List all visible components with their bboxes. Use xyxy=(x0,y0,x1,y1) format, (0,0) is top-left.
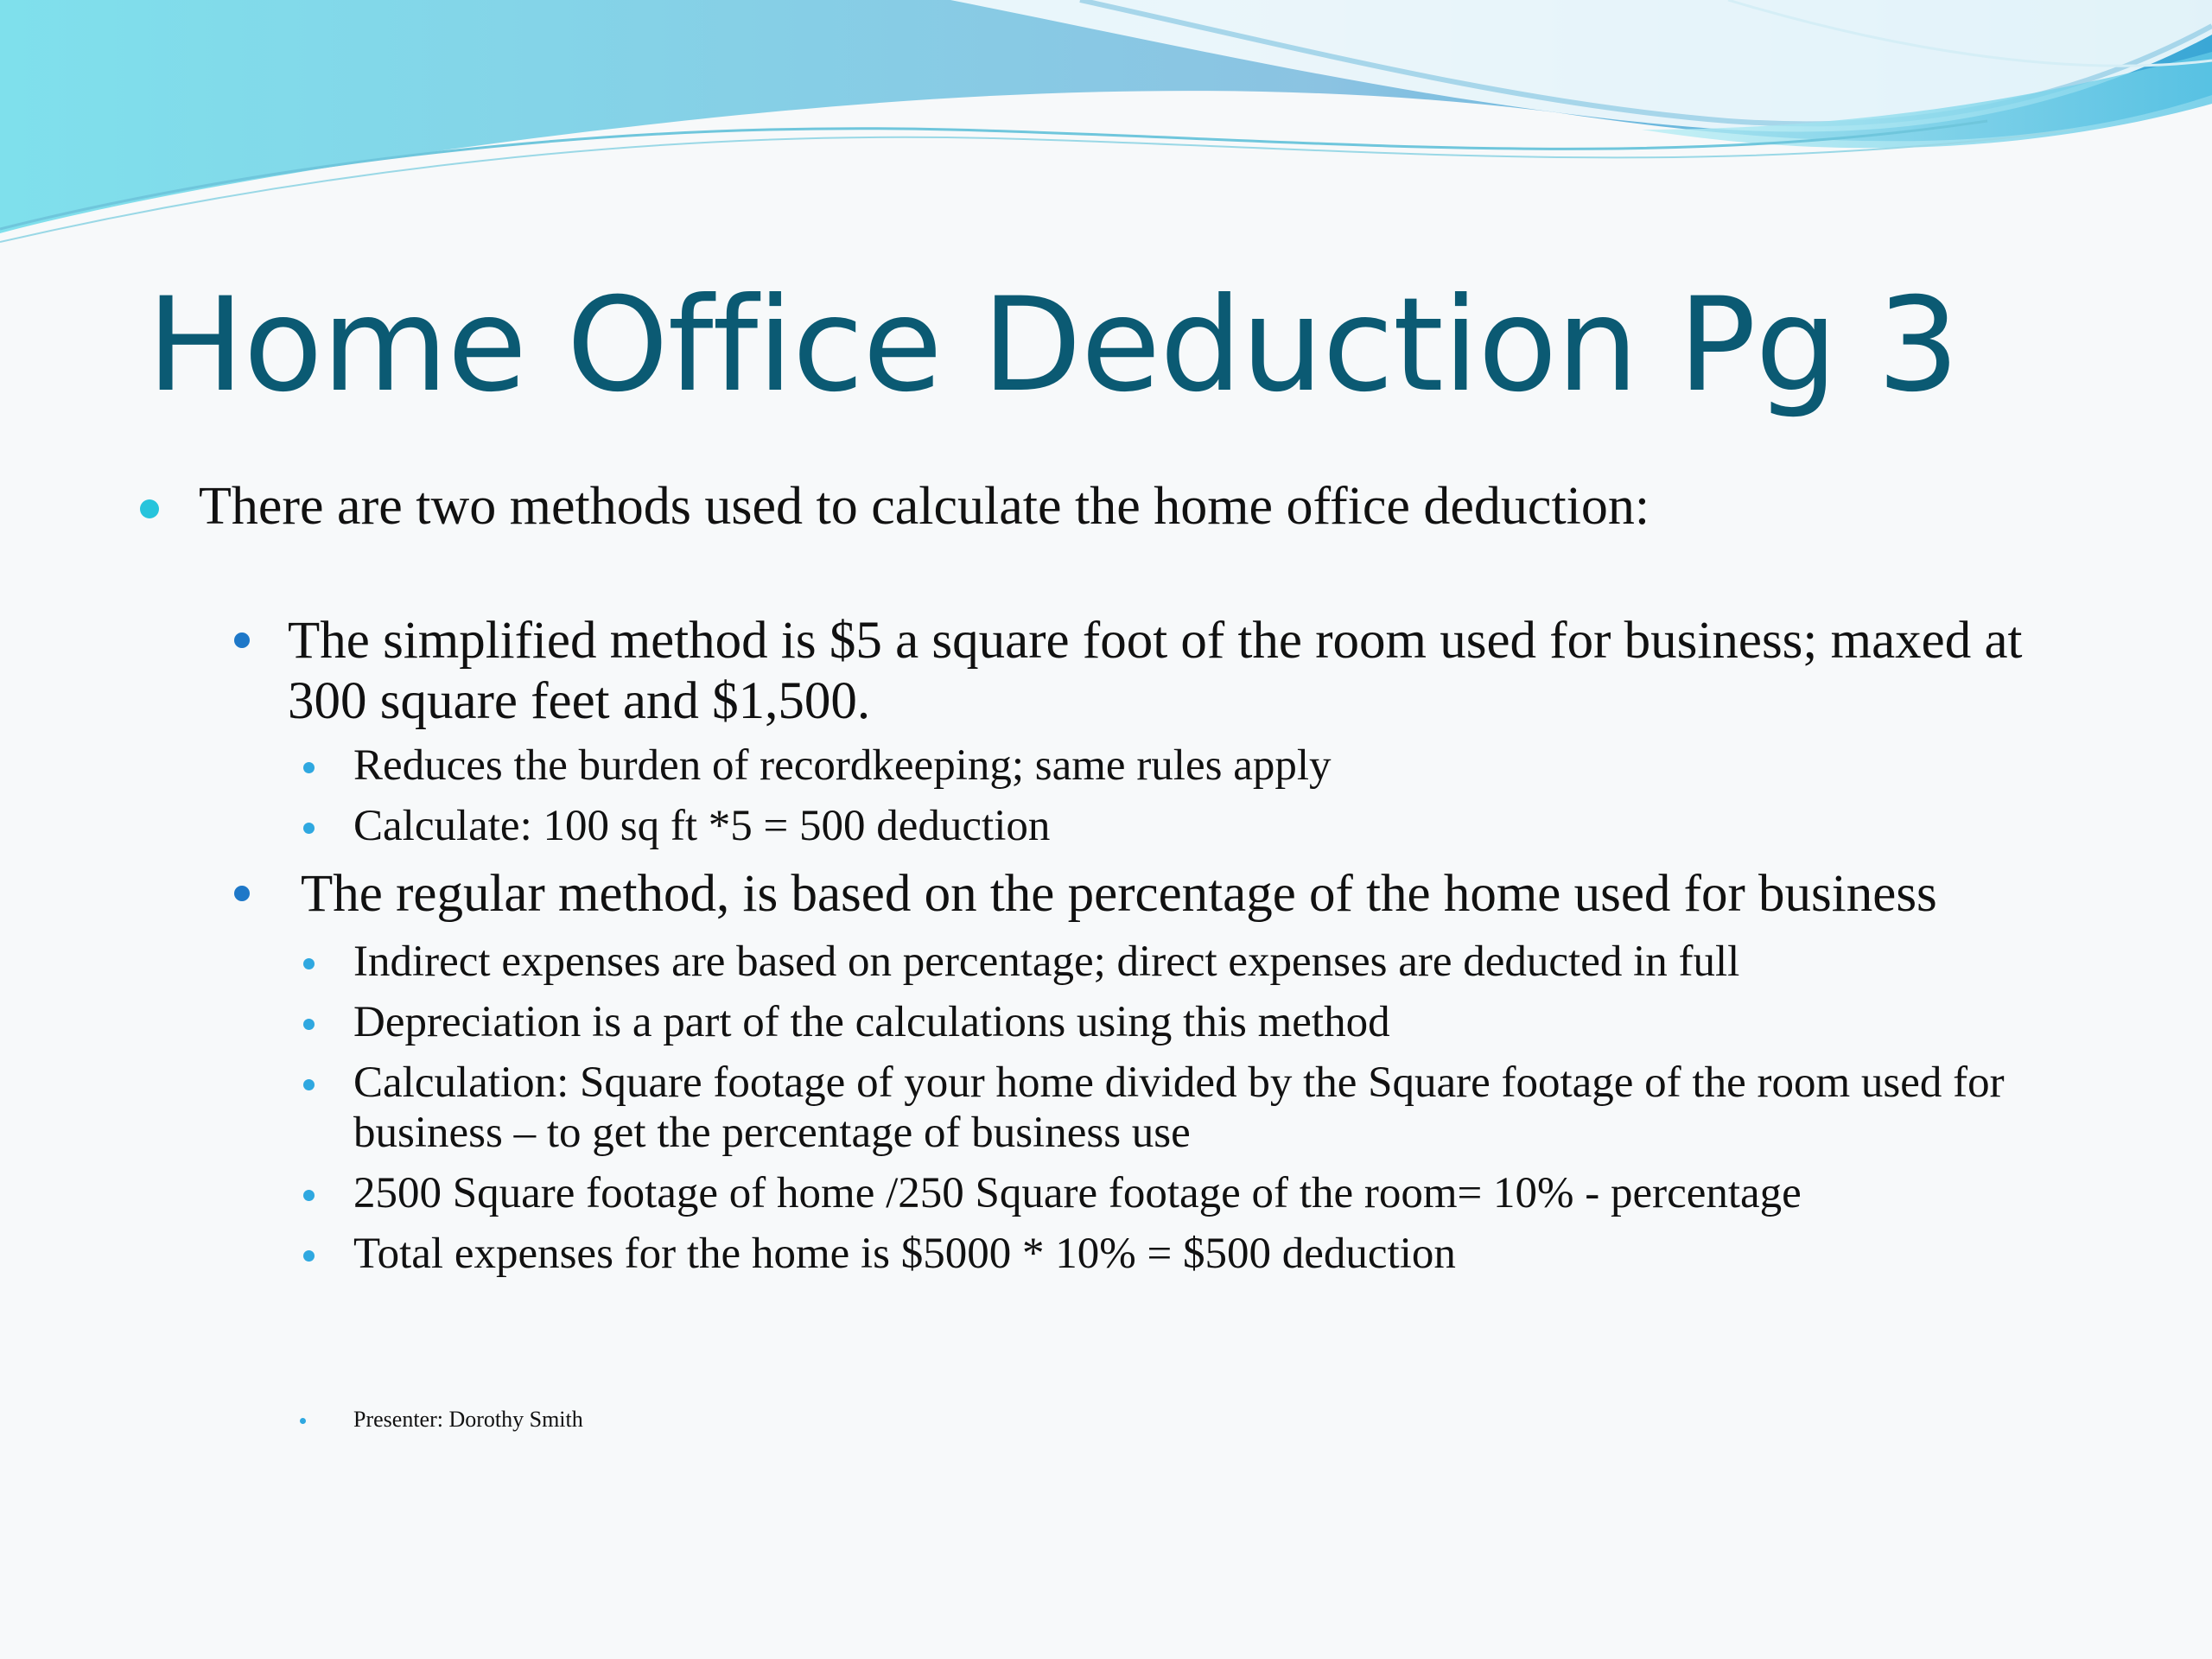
regular-method-text: The regular method, is based on the percentage of the home used for business xyxy=(301,865,1937,923)
list-item xyxy=(353,997,2082,1047)
bullet-dot-icon xyxy=(234,632,250,648)
list-item xyxy=(353,1058,2082,1158)
list-item-text: 2500 Square footage of home /250 Square footage of the room= 10% - percentage xyxy=(353,1169,1802,1217)
bullet-dot-icon xyxy=(303,762,315,773)
list-item xyxy=(353,1229,2082,1279)
list-item xyxy=(353,1168,2082,1218)
list-item-text: Calculation: Square footage of your home divided by the Square footage of the room used for business – to get the percentage of business use xyxy=(353,1058,2005,1157)
intro-text: There are two methods used to calculate the home office deduction: xyxy=(199,477,1650,536)
bullet-dot-icon xyxy=(300,1418,306,1424)
list-item-text: Calculate: 100 sq ft *5 = 500 deduction xyxy=(353,802,1051,850)
list-item-text: Reduces the burden of recordkeeping; same rules apply xyxy=(353,741,1332,790)
bullet-dot-icon xyxy=(303,1079,315,1090)
bullet-dot-icon xyxy=(303,823,315,834)
list-item xyxy=(353,937,2082,987)
presenter-text: Presenter: Dorothy Smith xyxy=(353,1407,583,1432)
bullet-dot-icon xyxy=(303,1250,315,1262)
simplified-method-bullet xyxy=(288,611,2102,732)
simplified-method-text: The simplified method is $5 a square foot of the room used for business; maxed at 300 square feet and $1,500. xyxy=(288,612,2023,730)
slide-title: Home Office Deduction Pg 3 xyxy=(147,270,1959,421)
regular-method-bullet xyxy=(301,864,2115,925)
bullet-dot-icon xyxy=(303,1019,315,1030)
list-item xyxy=(353,741,2082,791)
bullet-dot-icon xyxy=(303,1190,315,1201)
bullet-dot-icon xyxy=(303,958,315,969)
intro-bullet xyxy=(199,477,1649,536)
list-item-text: Depreciation is a part of the calculations using this method xyxy=(353,998,1390,1046)
list-item-text: Total expenses for the home is $5000 * 10% = $500 deduction xyxy=(353,1230,1456,1278)
list-item xyxy=(353,801,2082,851)
bullet-dot-icon xyxy=(234,886,250,901)
presenter-credit xyxy=(353,1407,583,1433)
bullet-dot-icon xyxy=(140,499,159,518)
list-item-text: Indirect expenses are based on percentage; direct expenses are deducted in full xyxy=(353,938,1740,986)
header-wave-decoration xyxy=(0,0,2212,259)
